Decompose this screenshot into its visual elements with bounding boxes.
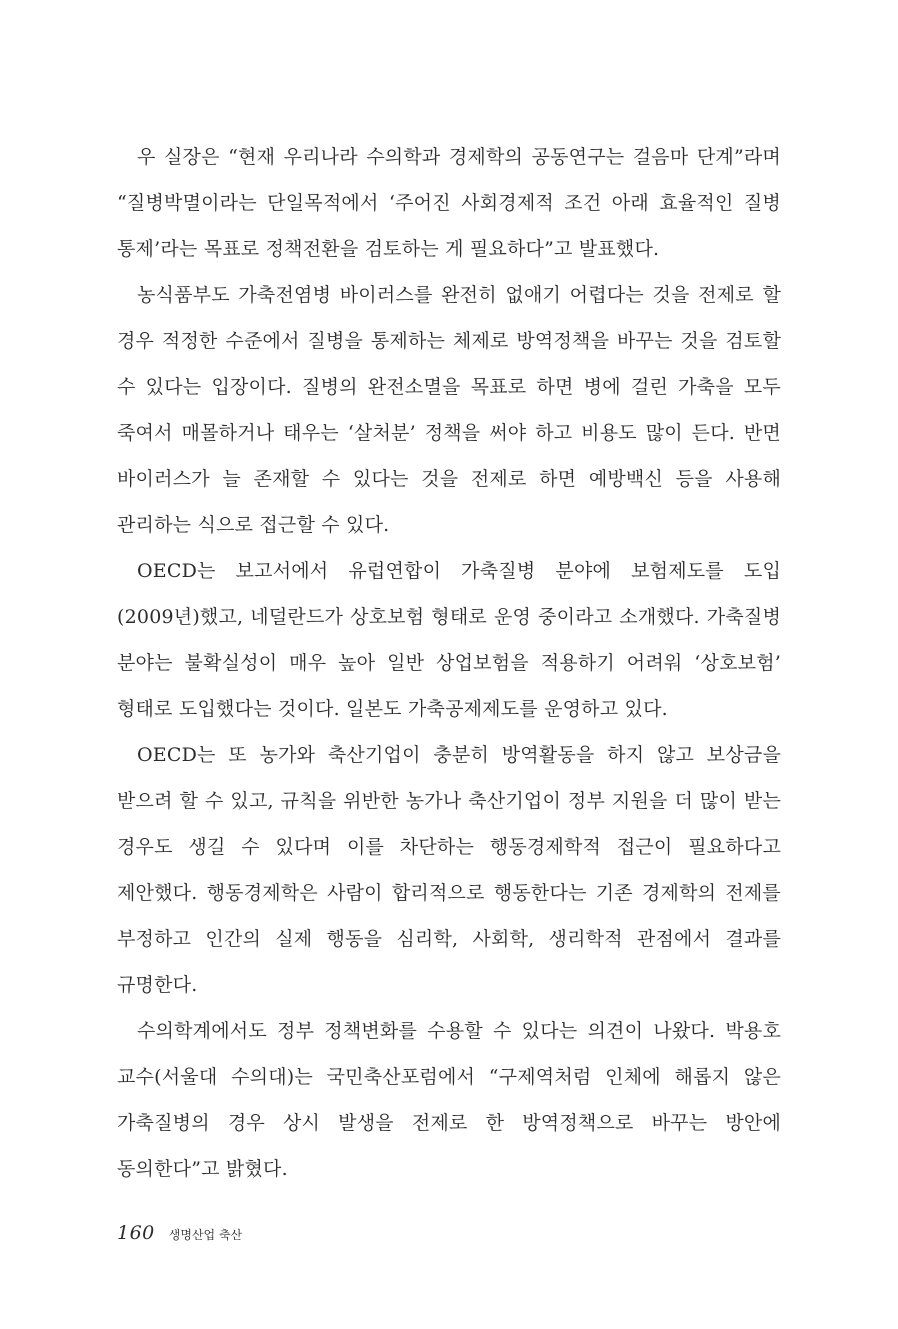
body-text xyxy=(117,134,781,1192)
paragraph-4: OECD는 또 농가와 축산기업이 충분히 방역활동을 하지 않고 보상금을 받으려 할 수 있고, 규칙을 위반한 농가나 축산기업이 정부 지원을 더 많이 받는 경우도 생길 수 있다며 이를 차단하는 행동경제학적 접근이 필요하다고 제안했다. 행동경제학은 사람이 합리적으로 행동한다는 기존 경제학의 전제를 부정하고 인간의 실제 행동을 심리학, 사회학, 생리학적 관점에서 결과를 규명한다. xyxy=(117,744,781,996)
paragraph-5: 수의학계에서도 정부 정책변화를 수용할 수 있다는 의견이 나왔다. 박용호 교수(서울대 수의대)는 국민축산포럼에서 “구제역처럼 인체에 해롭지 않은 가축질병의 경우 상시 발생을 전제로 한 방역정책으로 바꾸는 방안에 동의한다”고 밝혔다. xyxy=(117,1020,781,1180)
paragraph-1: 우 실장은 “현재 우리나라 수의학과 경제학의 공동연구는 걸음마 단계”라며 “질병박멸이라는 단일목적에서 ‘주어진 사회경제적 조건 아래 효율적인 질병 통제’라는 목표로 정책전환을 검토하는 게 필요하다”고 발표했다. xyxy=(117,146,781,260)
page-footer xyxy=(117,1222,242,1252)
page-number: 160 xyxy=(117,1222,155,1244)
paragraph-2: 농식품부도 가축전염병 바이러스를 완전히 없애기 어렵다는 것을 전제로 할 경우 적정한 수준에서 질병을 통제하는 체제로 방역정책을 바꾸는 것을 검토할 수 있다는 입장이다. 질병의 완전소멸을 목표로 하면 병에 걸린 가축을 모두 죽여서 매몰하거나 태우는 ‘살처분’ 정책을 써야 하고 비용도 많이 든다. 반면 바이러스가 늘 존재할 수 있다는 것을 전제로 하면 예방백신 등을 사용해 관리하는 식으로 접근할 수 있다. xyxy=(117,284,781,536)
running-title: 생명산업 축산 xyxy=(168,1228,243,1242)
paragraph-3: OECD는 보고서에서 유럽연합이 가축질병 분야에 보험제도를 도입(2009년)했고, 네덜란드가 상호보험 형태로 운영 중이라고 소개했다. 가축질병 분야는 불확실성이 매우 높아 일반 상업보험을 적용하기 어려워 ‘상호보험’ 형태로 도입했다는 것이다. 일본도 가축공제제도를 운영하고 있다. xyxy=(117,560,781,720)
